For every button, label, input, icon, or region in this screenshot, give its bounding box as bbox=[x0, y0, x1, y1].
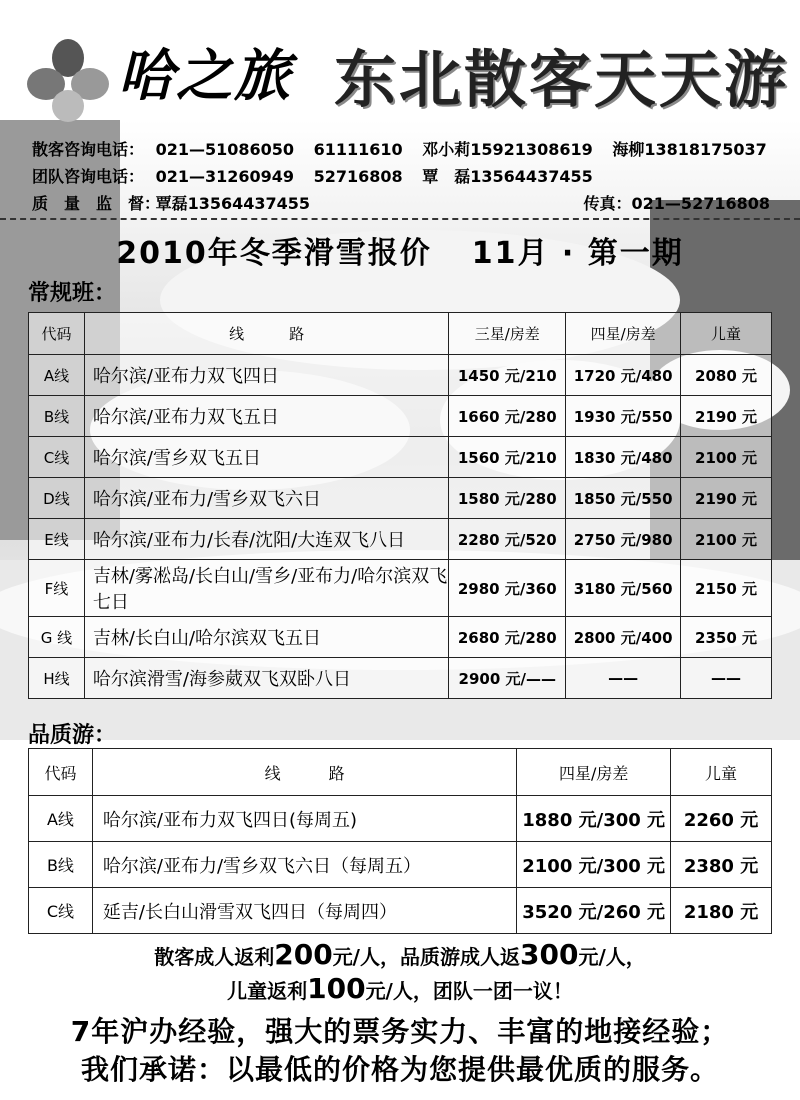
rebate-text: 元/人，品质游成人返 bbox=[332, 945, 520, 969]
route-name: 哈尔滨滑雪/海参葳双飞双卧八日 bbox=[84, 658, 448, 699]
three-star-price: 2680 元/280 bbox=[449, 617, 566, 658]
route-name: 吉林/长白山/哈尔滨双飞五日 bbox=[84, 617, 448, 658]
four-star-price: 3180 元/560 bbox=[566, 560, 681, 617]
contact-label: 团队咨询电话： bbox=[32, 167, 145, 186]
column-header: 儿童 bbox=[671, 749, 772, 796]
phone-number: 覃 磊13564437455 bbox=[422, 167, 593, 186]
route-name: 哈尔滨/亚布力双飞四日 bbox=[84, 355, 448, 396]
child-price: 2150 元 bbox=[681, 560, 772, 617]
four-star-price: 3520 元/260 元 bbox=[517, 888, 671, 934]
slogan: 东北散客天天游 bbox=[334, 43, 790, 116]
column-header: 四星/房差 bbox=[566, 313, 681, 355]
route-name: 哈尔滨/亚布力/长春/沈阳/大连双飞八日 bbox=[84, 519, 448, 560]
route-name: 哈尔滨/亚布力/雪乡双飞六日（每周五） bbox=[92, 842, 516, 888]
rebate-line-2 bbox=[0, 972, 800, 1005]
phone-number: 021—51086050 bbox=[155, 140, 295, 159]
rebate-text: 元/人，团队一团一议！ bbox=[365, 979, 573, 1003]
table-row bbox=[29, 842, 772, 888]
three-star-price: 1660 元/280 bbox=[449, 396, 566, 437]
route-name: 延吉/长白山滑雪双飞四日（每周四） bbox=[92, 888, 516, 934]
table-row bbox=[29, 617, 772, 658]
three-star-price: 2900 元/—— bbox=[449, 658, 566, 699]
section-heading-regular: 常规班： bbox=[28, 281, 117, 306]
contact-retail bbox=[32, 137, 781, 160]
table-row bbox=[29, 519, 772, 560]
column-header: 线 路 bbox=[92, 749, 516, 796]
table-row bbox=[29, 888, 772, 934]
brand-name: 哈之旅 bbox=[118, 43, 292, 109]
four-star-price: 2100 元/300 元 bbox=[517, 842, 671, 888]
table-row bbox=[29, 396, 772, 437]
table-row bbox=[29, 437, 772, 478]
child-price: 2100 元 bbox=[681, 437, 772, 478]
child-price: 2190 元 bbox=[681, 478, 772, 519]
route-code: B线 bbox=[29, 842, 93, 888]
route-name: 哈尔滨/雪乡双飞五日 bbox=[84, 437, 448, 478]
table-row bbox=[29, 478, 772, 519]
rebate-amount: 300 bbox=[520, 938, 579, 971]
column-header: 儿童 bbox=[681, 313, 772, 355]
route-code: E线 bbox=[29, 519, 85, 560]
child-price: —— bbox=[681, 658, 772, 699]
route-name: 哈尔滨/亚布力/雪乡双飞六日 bbox=[84, 478, 448, 519]
contact-label: 散客咨询电话： bbox=[32, 140, 145, 159]
clover-logo-icon bbox=[24, 36, 112, 124]
four-star-price: 1880 元/300 元 bbox=[517, 796, 671, 842]
table-row bbox=[29, 658, 772, 699]
table-header-row bbox=[29, 313, 772, 355]
promise-line-1: 7年沪办经验，强大的票务实力、丰富的地接经验； bbox=[70, 1015, 730, 1048]
child-price: 2380 元 bbox=[671, 842, 772, 888]
fax-number: 传真：021—52716808 bbox=[583, 194, 770, 213]
route-code: D线 bbox=[29, 478, 85, 519]
rebate-amount: 100 bbox=[307, 972, 366, 1005]
child-price: 2350 元 bbox=[681, 617, 772, 658]
rebate-amount: 200 bbox=[274, 938, 333, 971]
rebate-text: 元/人， bbox=[578, 945, 646, 969]
route-code: F线 bbox=[29, 560, 85, 617]
title-issue: 11月 · 第一期 bbox=[471, 236, 684, 271]
table-row bbox=[29, 796, 772, 842]
divider bbox=[0, 218, 800, 220]
column-header: 三星/房差 bbox=[449, 313, 566, 355]
phone-number: 邓小莉15921308619 bbox=[422, 140, 593, 159]
contact-quality bbox=[32, 191, 324, 214]
phone-number: 61111610 bbox=[313, 140, 403, 159]
column-header: 代码 bbox=[29, 313, 85, 355]
phone-number: 021—31260949 bbox=[155, 167, 295, 186]
route-code: B线 bbox=[29, 396, 85, 437]
title-main: 2010年冬季滑雪报价 bbox=[116, 236, 432, 271]
four-star-price: 1830 元/480 bbox=[566, 437, 681, 478]
route-name: 哈尔滨/亚布力双飞四日(每周五) bbox=[92, 796, 516, 842]
three-star-price: 1560 元/210 bbox=[449, 437, 566, 478]
table-row bbox=[29, 355, 772, 396]
column-header: 线 路 bbox=[84, 313, 448, 355]
column-header: 代码 bbox=[29, 749, 93, 796]
route-code: H线 bbox=[29, 658, 85, 699]
rebate-line-1 bbox=[0, 938, 800, 971]
contact-label: 质 量 监 督： bbox=[32, 194, 161, 213]
three-star-price: 2280 元/520 bbox=[449, 519, 566, 560]
section-heading-quality: 品质游： bbox=[28, 723, 117, 748]
four-star-price: 2800 元/400 bbox=[566, 617, 681, 658]
four-star-price: 1720 元/480 bbox=[566, 355, 681, 396]
four-star-price: 1930 元/550 bbox=[566, 396, 681, 437]
three-star-price: 1580 元/280 bbox=[449, 478, 566, 519]
route-code: A线 bbox=[29, 355, 85, 396]
route-name: 哈尔滨/亚布力双飞五日 bbox=[84, 396, 448, 437]
four-star-price: 1850 元/550 bbox=[566, 478, 681, 519]
column-header: 四星/房差 bbox=[517, 749, 671, 796]
route-code: C线 bbox=[29, 888, 93, 934]
page-title bbox=[0, 228, 800, 272]
rebate-text: 儿童返利 bbox=[227, 979, 308, 1003]
table-header-row bbox=[29, 749, 772, 796]
route-code: C线 bbox=[29, 437, 85, 478]
table-row bbox=[29, 560, 772, 617]
three-star-price: 1450 元/210 bbox=[449, 355, 566, 396]
child-price: 2260 元 bbox=[671, 796, 772, 842]
child-price: 2080 元 bbox=[681, 355, 772, 396]
four-star-price: 2750 元/980 bbox=[566, 519, 681, 560]
child-price: 2190 元 bbox=[681, 396, 772, 437]
three-star-price: 2980 元/360 bbox=[449, 560, 566, 617]
rebate-text: 散客成人返利 bbox=[154, 945, 275, 969]
route-name: 吉林/雾凇岛/长白山/雪乡/亚布力/哈尔滨双飞七日 bbox=[84, 560, 448, 617]
child-price: 2100 元 bbox=[681, 519, 772, 560]
phone-number: 覃磊13564437455 bbox=[155, 194, 311, 213]
phone-number: 52716808 bbox=[313, 167, 403, 186]
route-code: G 线 bbox=[29, 617, 85, 658]
regular-price-table bbox=[28, 312, 772, 699]
child-price: 2180 元 bbox=[671, 888, 772, 934]
promise-line-2: 我们承诺：以最低的价格为您提供最优质的服务。 bbox=[80, 1053, 719, 1086]
phone-number: 海柳13818175037 bbox=[612, 140, 767, 159]
contact-group bbox=[32, 164, 607, 187]
four-star-price: —— bbox=[566, 658, 681, 699]
quality-price-table bbox=[28, 748, 772, 934]
route-code: A线 bbox=[29, 796, 93, 842]
